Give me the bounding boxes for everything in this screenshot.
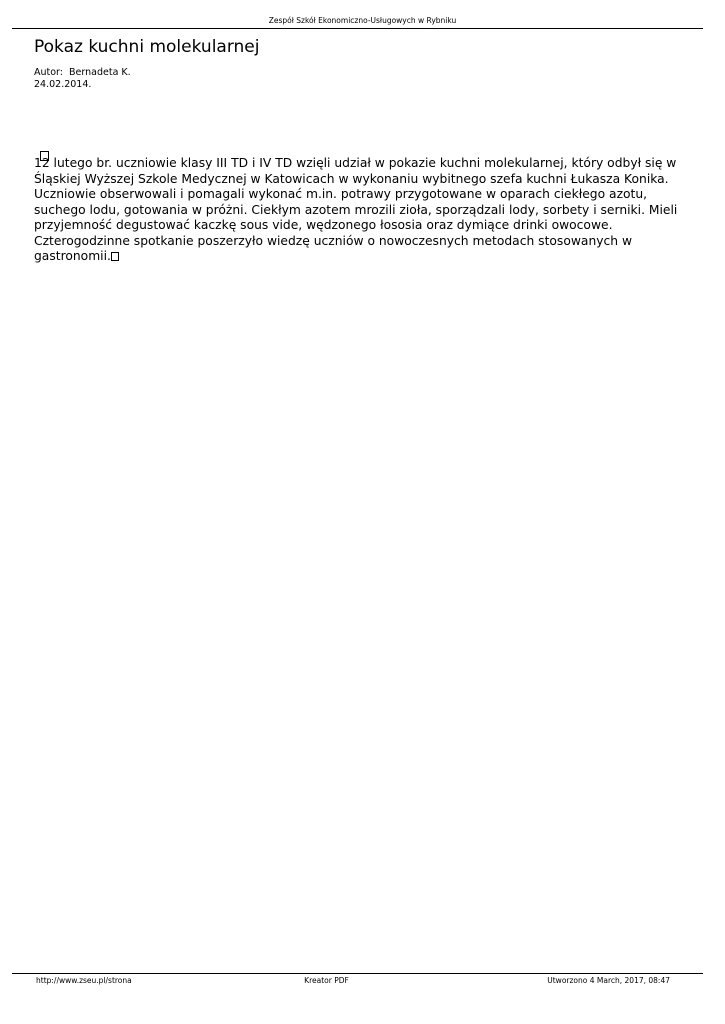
missing-glyph-icon [111,252,119,261]
footer-generator: Kreator PDF [304,976,349,985]
footer-created: Utworzono 4 March, 2017, 08:47 [547,976,670,985]
article-meta [34,67,131,91]
article-title: Pokaz kuchni molekularnej [34,37,260,57]
article-body-line: Uczniowie obserwowali i pomagali wykonać m.in. potrawy przygotowane w oparach ciekłego azotu, [34,187,648,201]
article-body-last-line [34,249,694,265]
missing-glyph-box [40,145,50,155]
header-divider [12,28,703,29]
footer-divider [12,973,703,974]
article-body [34,156,694,265]
page-footer [0,973,725,993]
page-header [0,15,725,30]
footer-url: http://www.zseu.pl/strona [36,976,132,985]
article-body-line: 12 lutego br. uczniowie klasy III TD i IV TD wzięli udział w pokazie kuchni molekularnej, który odbył się w [34,156,677,170]
article-date: 24.02.2014. [34,79,92,90]
article-body-line: przyjemność degustować kaczkę sous vide, wędzonego łososia oraz dymiące drinki owocowe. [34,218,613,232]
article-body-line: Śląskiej Wyższej Szkole Medycznej w Katowicach w wykonaniu wybitnego szefa kuchni Łukasza Konika. [34,171,669,186]
article-body-line: suchego lodu, gotowania w próżni. Ciekłym azotem mrozili zioła, sporządzali lody, sorbety i serniki. Mieli [34,202,678,217]
article-author: Autor: Bernadeta K. [34,67,131,78]
article-body-line: Czterogodzinne spotkanie poszerzyło wiedzę uczniów o nowoczesnych metodach stosowanych w [34,233,633,248]
article-body-line-text: gastronomii. [34,249,111,263]
header-school-name: Zespół Szkół Ekonomiczno-Usługowych w Rybniku [268,16,457,25]
